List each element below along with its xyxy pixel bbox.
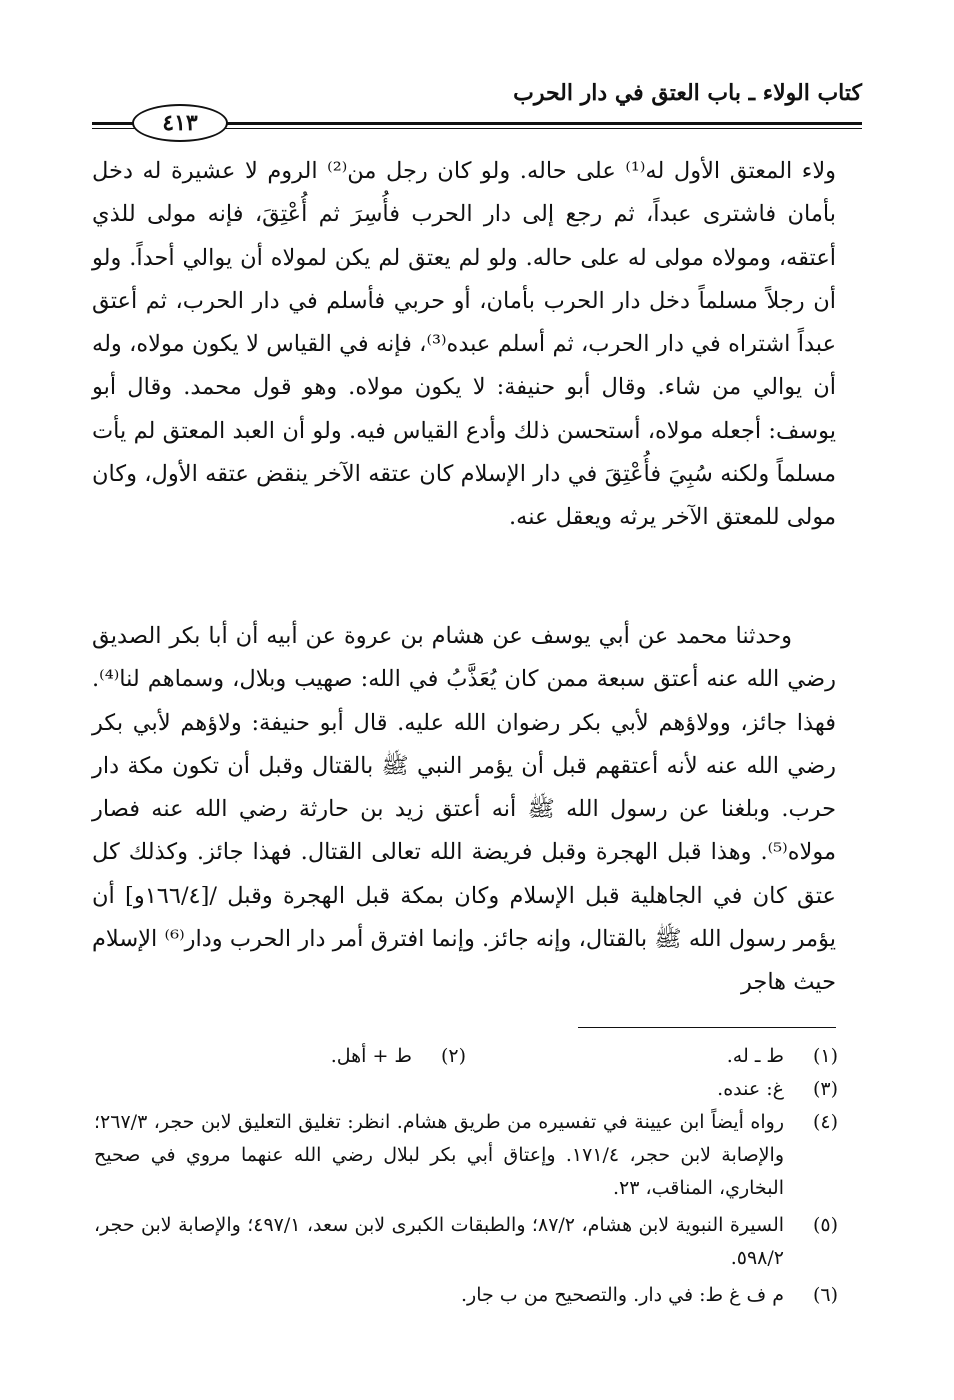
- footnote-number: (٥): [812, 1214, 838, 1236]
- footnote-3: [94, 1073, 838, 1106]
- footnote-4: [94, 1106, 838, 1205]
- footnote-separator: [578, 1027, 836, 1028]
- running-title: كتاب الولاء ـ باب العتق في دار الحرب: [513, 80, 862, 106]
- footnotes: [94, 1040, 838, 1312]
- body-paragraph-1: [92, 150, 836, 540]
- footnote-number: (٢): [440, 1045, 466, 1067]
- paragraph-text: ولاء المعتق الأول له⁽¹⁾ على حاله. ولو كان رجل من⁽²⁾ الروم لا عشيرة له دخل بأمان فاشترى عبداً، ثم رجع إلى دار الحرب فأُسِرَ ثم أُعْتِقَ، فإنه مولى للذي أعتقه، ومولاه مولى له على حاله. ولو لم يعتق لم يكن لمولاه أن يوالي أحداً. ولو أن رجلاً مسلماً دخل دار الحرب بأمان، أو حربي فأسلم في دار الحرب، ثم أعتق عبداً اشتراه في دار الحرب، ثم أسلم عبده⁽³⁾، فإنه في القياس لا يكون مولاه، وله أن يوالي من شاء. وقال أبو حنيفة: لا يكون مولاه. وهو قول محمد. وقال أبو يوسف: أجعله مولاه، أستحسن ذلك وأدع القياس فيه. ولو أن العبد المعتق لم يأت مسلماً ولكنه سُبِيَ فأُعْتِقَ في دار الإسلام كان عتقه الآخر ينقض عتقه الأول، وكان مولى للمعتق الآخر يرثه ويعقل عنه.: [92, 158, 837, 531]
- footnote-1: [466, 1040, 838, 1073]
- footnote-text: ط + أهل.: [330, 1045, 412, 1067]
- footnote-2: [331, 1040, 466, 1073]
- footnote-row: [94, 1040, 838, 1073]
- footnote-number: (١): [812, 1045, 838, 1067]
- footnote-number: (٤): [812, 1111, 838, 1133]
- paragraph-text: وحدثنا محمد عن أبي يوسف عن هشام بن عروة عن أبيه أن أبا بكر الصديق رضي الله عنه أعتق سبعة ممن كان يُعَذَّبُ في الله: صهيب وبلال، وسماهم لنا⁽⁴⁾. فهذا جائز، وولاؤهم لأبي بكر رضوان الله عليه. قال أبو حنيفة: ولاؤهم لأبي بكر رضي الله عنه لأنه أعتقهم قبل أن يؤمر النبي ﷺ بالقتال وقبل أن تكون مكة دار حرب. وبلغنا عن رسول الله ﷺ أنه أعتق زيد بن حارثة رضي الله عنه فصار مولاه⁽⁵⁾. وهذا قبل الهجرة وقبل فريضة الله تعالى القتال. فهذا جائز. وكذلك كل عتق كان في الجاهلية قبل الإسلام وكان بمكة قبل الهجرة وقبل /[١٦٦/٤و] أن يؤمر رسول الله ﷺ بالقتال، وإنه جائز. وإنما افترق أمر دار الحرب ودار⁽⁶⁾ الإسلام حيث هاجر: [92, 623, 836, 996]
- footnote-text: ط ـ له.: [726, 1045, 784, 1067]
- footnote-text: السيرة النبوية لابن هشام، ٨٧/٢؛ والطبقات الكبرى لابن سعد، ٤٩٧/١؛ والإصابة لابن حجر، ٥٩٨/٢.: [94, 1214, 785, 1269]
- footnote-5: [94, 1209, 838, 1275]
- page-number: ٤١٣: [132, 104, 228, 142]
- body-paragraph-2: [92, 615, 836, 1005]
- footnote-text: م ف غ ط: في دار. والتصحيح من ب جار.: [461, 1284, 784, 1306]
- footnote-text: غ: عنده.: [717, 1078, 784, 1100]
- footnote-number: (٣): [812, 1078, 838, 1100]
- footnote-6: [94, 1279, 838, 1312]
- footnote-text: رواه أيضاً ابن عيينة في تفسيره من طريق هشام. انظر: تغليق التعليق لابن حجر، ٢٦٧/٣؛ والإصابة لابن حجر، ١٧١/٤. وإعتاق أبي بكر لبلال رضي الله عنهما مروي في صحيح البخاري، المناقب، ٢٣.: [94, 1111, 784, 1199]
- footnote-number: (٦): [812, 1284, 838, 1306]
